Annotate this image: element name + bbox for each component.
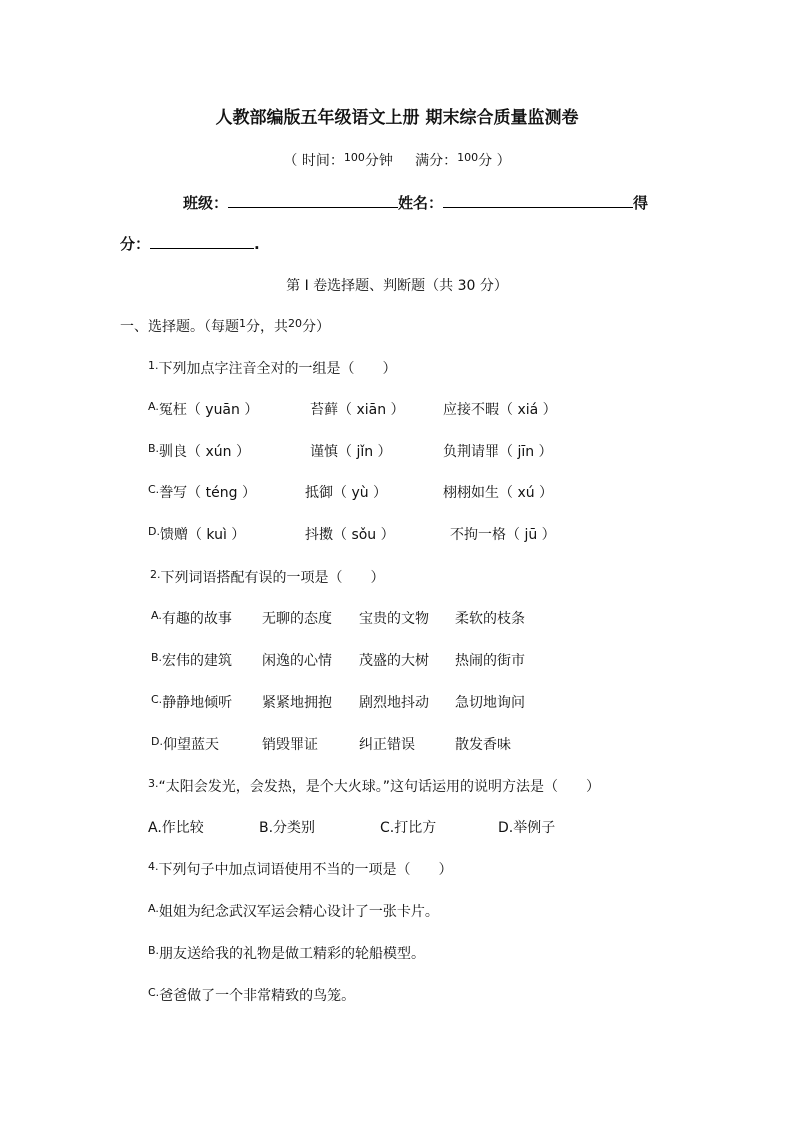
class-blank[interactable] bbox=[228, 193, 398, 208]
q1-option-d-item2: 抖擞（ sǒu ） bbox=[305, 527, 395, 543]
q1-option-b-item3: 负荆请罪（ jīn ） bbox=[443, 444, 553, 460]
q2-b-item3: 茂盛的大树 bbox=[359, 653, 429, 669]
option-letter: C. bbox=[151, 693, 163, 706]
time-value: 100 bbox=[343, 151, 365, 164]
q1-option-d-item3: 不拘一格（ jū ） bbox=[450, 527, 556, 543]
score-label-start: 得 bbox=[633, 194, 649, 212]
class-field bbox=[183, 192, 648, 213]
score-field bbox=[120, 233, 260, 254]
q4-option-a[interactable] bbox=[148, 901, 439, 921]
end-dot: . bbox=[254, 235, 260, 253]
full-score-value: 100 bbox=[457, 151, 479, 164]
option-letter: B. bbox=[151, 651, 163, 664]
option-item: 誊写（ téng ） bbox=[159, 485, 256, 501]
name-blank[interactable] bbox=[443, 193, 633, 208]
q1-option-b-item2: 谨慎（ jǐn ） bbox=[310, 444, 392, 460]
question-text: 下列加点字注音全对的一组是（ ） bbox=[158, 361, 397, 377]
part1-heading bbox=[120, 316, 330, 336]
question-text: “太阳会发光，会发热，是个大火球。”这句话运用的说明方法是（ ） bbox=[158, 779, 601, 795]
question-number: 2. bbox=[150, 568, 161, 581]
option-item: 驯良（ xún ） bbox=[159, 444, 250, 460]
q3-option-a[interactable]: A.作比较 bbox=[148, 820, 204, 836]
name-label: 姓名： bbox=[398, 194, 444, 212]
q2-d-item2: 销毁罪证 bbox=[262, 737, 318, 753]
full-score-unit: 分 ） bbox=[478, 153, 511, 169]
q1-option-c[interactable] bbox=[148, 482, 256, 502]
option-letter: A. bbox=[148, 400, 159, 413]
q2-option-d[interactable] bbox=[151, 734, 219, 754]
q4-option-b[interactable] bbox=[148, 943, 425, 963]
class-label: 班级： bbox=[183, 194, 229, 212]
option-item: 冤枉（ yuān ） bbox=[158, 402, 259, 418]
question-number: 3. bbox=[148, 777, 159, 790]
paper-title: 人教部编版五年级语文上册 期末综合质量监测卷 bbox=[215, 108, 579, 128]
q1-option-d[interactable] bbox=[148, 524, 245, 544]
option-text: 朋友送给我的礼物是做工精彩的轮船模型。 bbox=[159, 946, 426, 962]
time-unit: 分钟 bbox=[364, 153, 393, 169]
q4-option-c[interactable] bbox=[148, 985, 355, 1005]
option-letter: A. bbox=[151, 609, 162, 622]
option-item: 静静地倾听 bbox=[162, 695, 233, 711]
q2-d-item3: 纠正错误 bbox=[359, 737, 415, 753]
q2-c-item3: 剧烈地抖动 bbox=[359, 695, 429, 711]
q2-option-a[interactable] bbox=[151, 608, 232, 628]
section-title: 第 I 卷选择题、判断题（共 30 分） bbox=[286, 278, 508, 294]
q2-option-c[interactable] bbox=[151, 692, 232, 712]
option-item: 仰望蓝天 bbox=[162, 737, 219, 753]
part1-prefix: 一、选择题。（每题 bbox=[120, 319, 239, 335]
question-3 bbox=[148, 776, 600, 796]
option-text: 爸爸做了一个非常精致的鸟笼。 bbox=[159, 988, 356, 1004]
score-blank[interactable] bbox=[150, 234, 254, 249]
option-letter: A. bbox=[148, 902, 159, 915]
q1-option-a-item2: 苔藓（ xiān ） bbox=[310, 402, 405, 418]
q3-option-b[interactable]: B.分类别 bbox=[259, 820, 316, 836]
q1-option-a[interactable] bbox=[148, 399, 258, 419]
q3-option-d[interactable]: D.举例子 bbox=[498, 820, 556, 836]
time-label: （ 时间： bbox=[283, 153, 344, 169]
part1-per-value: 1 bbox=[239, 317, 246, 330]
exam-time-info bbox=[0, 150, 794, 170]
q1-option-c-item2: 抵御（ yù ） bbox=[305, 485, 388, 501]
option-letter: D. bbox=[148, 525, 160, 538]
q3-option-c[interactable]: C.打比方 bbox=[380, 820, 437, 836]
question-4 bbox=[148, 859, 453, 879]
option-letter: D. bbox=[151, 735, 163, 748]
option-item: 馈赠（ kuì ） bbox=[159, 527, 246, 543]
part1-suffix: 分） bbox=[302, 319, 330, 335]
q2-b-item4: 热闹的街市 bbox=[455, 653, 525, 669]
q2-d-item4: 散发香味 bbox=[455, 737, 511, 753]
q2-a-item3: 宝贵的文物 bbox=[359, 611, 429, 627]
option-letter: C. bbox=[148, 986, 160, 999]
option-item: 宏伟的建筑 bbox=[162, 653, 233, 669]
q2-b-item2: 闲逸的心情 bbox=[262, 653, 332, 669]
q2-a-item4: 柔软的枝条 bbox=[455, 611, 525, 627]
question-text: 下列句子中加点词语使用不当的一项是（ ） bbox=[158, 862, 453, 878]
option-text: 姐姐为纪念武汉军运会精心设计了一张卡片。 bbox=[158, 904, 439, 920]
q1-option-c-item3: 栩栩如生（ xú ） bbox=[443, 485, 554, 501]
question-number: 1. bbox=[148, 359, 159, 372]
q1-option-a-item3: 应接不暇（ xiá ） bbox=[443, 402, 557, 418]
q2-a-item2: 无聊的态度 bbox=[262, 611, 332, 627]
question-2 bbox=[150, 567, 385, 587]
option-letter: B. bbox=[148, 944, 160, 957]
question-number: 4. bbox=[148, 860, 159, 873]
score-label-end: 分： bbox=[120, 235, 151, 253]
option-item: 有趣的故事 bbox=[161, 611, 232, 627]
q2-c-item4: 急切地询问 bbox=[455, 695, 525, 711]
q2-option-b[interactable] bbox=[151, 650, 232, 670]
full-score-label: 满分： bbox=[415, 153, 458, 169]
question-text: 下列词语搭配有误的一项是（ ） bbox=[160, 570, 385, 586]
part1-total-value: 20 bbox=[288, 317, 302, 330]
question-1 bbox=[148, 358, 397, 378]
part1-mid: 分，共 bbox=[246, 319, 288, 335]
option-letter: B. bbox=[148, 442, 160, 455]
q2-c-item2: 紧紧地拥抱 bbox=[262, 695, 332, 711]
option-letter: C. bbox=[148, 483, 160, 496]
q1-option-b[interactable] bbox=[148, 441, 250, 461]
